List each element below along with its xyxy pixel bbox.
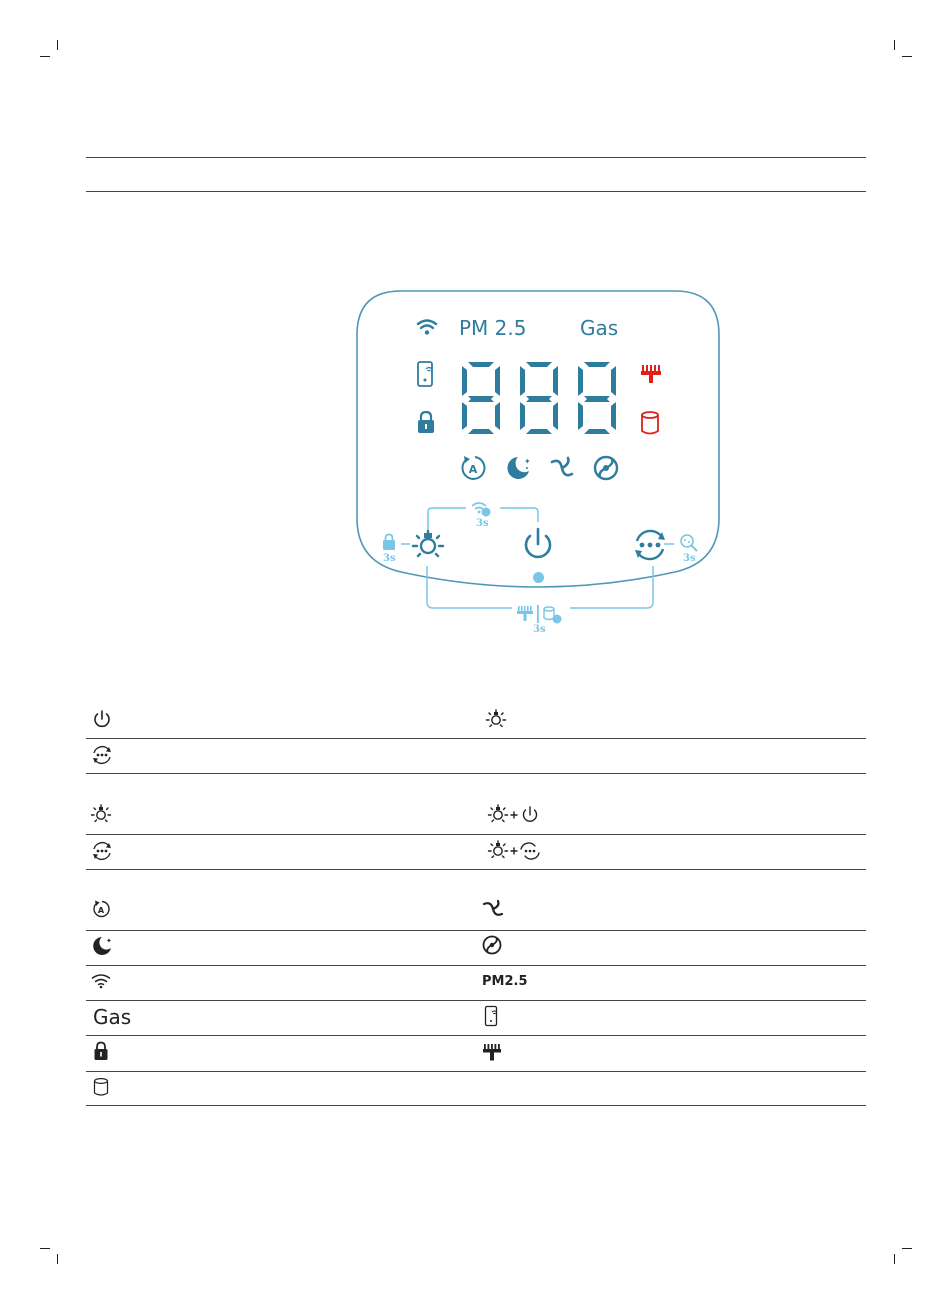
legend-wifi-icon xyxy=(91,973,111,989)
svg-text:✦: ✦ xyxy=(106,937,112,945)
legend-lock-icon xyxy=(93,1041,109,1061)
legend-pm25-label: PM2.5 xyxy=(482,974,528,989)
svg-text:A: A xyxy=(468,463,478,476)
legend-rule xyxy=(86,1035,866,1036)
legend-rule xyxy=(86,738,866,739)
legend-turbo-mode-icon xyxy=(481,934,503,956)
child-lock-hold-time: 3s xyxy=(383,553,396,564)
crop-mark xyxy=(894,40,895,50)
digit-1 xyxy=(462,362,500,434)
legend-power-icon xyxy=(92,709,112,729)
legend-sleep-mode-icon xyxy=(92,935,114,957)
filter-replace-icon xyxy=(640,410,660,436)
header-rule-top xyxy=(86,157,866,158)
legend-light-icon xyxy=(90,803,112,825)
power-indicator-light xyxy=(533,572,544,583)
pm25-indicator: PM 2.5 xyxy=(459,316,527,340)
fan-speed-1-icon xyxy=(548,454,576,482)
pre-filter-clean-icon xyxy=(640,363,662,385)
legend-auto-mode-icon xyxy=(91,899,111,919)
sensor-check-icon xyxy=(679,533,699,553)
filter-reset-hold-time: 3s xyxy=(533,624,546,635)
legend-rule xyxy=(86,834,866,835)
crop-mark xyxy=(894,1254,895,1264)
legend-fan-speed-1-icon xyxy=(481,898,505,920)
digit-3 xyxy=(578,362,616,434)
sleep-mode-icon xyxy=(504,454,532,482)
filter-reset-icon xyxy=(517,604,565,626)
crop-mark xyxy=(902,1248,912,1249)
legend-rule xyxy=(86,965,866,966)
legend-light-icon xyxy=(485,708,507,730)
crop-mark xyxy=(40,56,50,57)
child-lock-icon xyxy=(382,533,396,551)
legend-gas-label: Gas xyxy=(93,1005,132,1029)
wifi-reset-hold-time: 3s xyxy=(476,518,489,529)
legend-rule xyxy=(86,1000,866,1001)
auto-mode-icon xyxy=(459,454,487,482)
power-button[interactable] xyxy=(520,526,556,564)
crop-mark xyxy=(40,1248,50,1249)
svg-text:A: A xyxy=(97,906,105,915)
legend-pre-filter-clean-icon xyxy=(482,1042,502,1062)
digit-display xyxy=(458,360,620,436)
legend-rule xyxy=(86,930,866,931)
app-connect-icon xyxy=(416,360,436,388)
lock-icon xyxy=(416,410,436,434)
crop-mark xyxy=(902,56,912,57)
header-rule-bottom xyxy=(86,191,866,192)
gas-indicator: Gas xyxy=(580,316,619,340)
svg-text:✦: ✦ xyxy=(524,457,531,466)
legend-rule xyxy=(86,1071,866,1072)
turbo-mode-icon xyxy=(592,454,620,482)
legend-mode-icon xyxy=(91,745,113,765)
sensor-check-hold-time: 3s xyxy=(683,553,696,564)
legend-mode-icon xyxy=(91,841,113,861)
crop-mark xyxy=(57,1254,58,1264)
legend-rule xyxy=(86,1105,866,1106)
wifi-icon xyxy=(416,318,438,336)
digit-2 xyxy=(520,362,558,434)
light-button[interactable] xyxy=(410,527,446,563)
legend-app-connect-icon xyxy=(484,1005,500,1027)
legend-light-plus-mode-icon xyxy=(487,839,543,861)
wifi-reset-icon xyxy=(470,500,492,518)
legend-rule xyxy=(86,869,866,870)
legend-rule xyxy=(86,773,866,774)
legend-filter-replace-icon xyxy=(93,1077,109,1097)
crop-mark xyxy=(57,40,58,50)
mode-button[interactable] xyxy=(631,527,669,563)
legend-light-plus-power-icon xyxy=(487,803,543,825)
